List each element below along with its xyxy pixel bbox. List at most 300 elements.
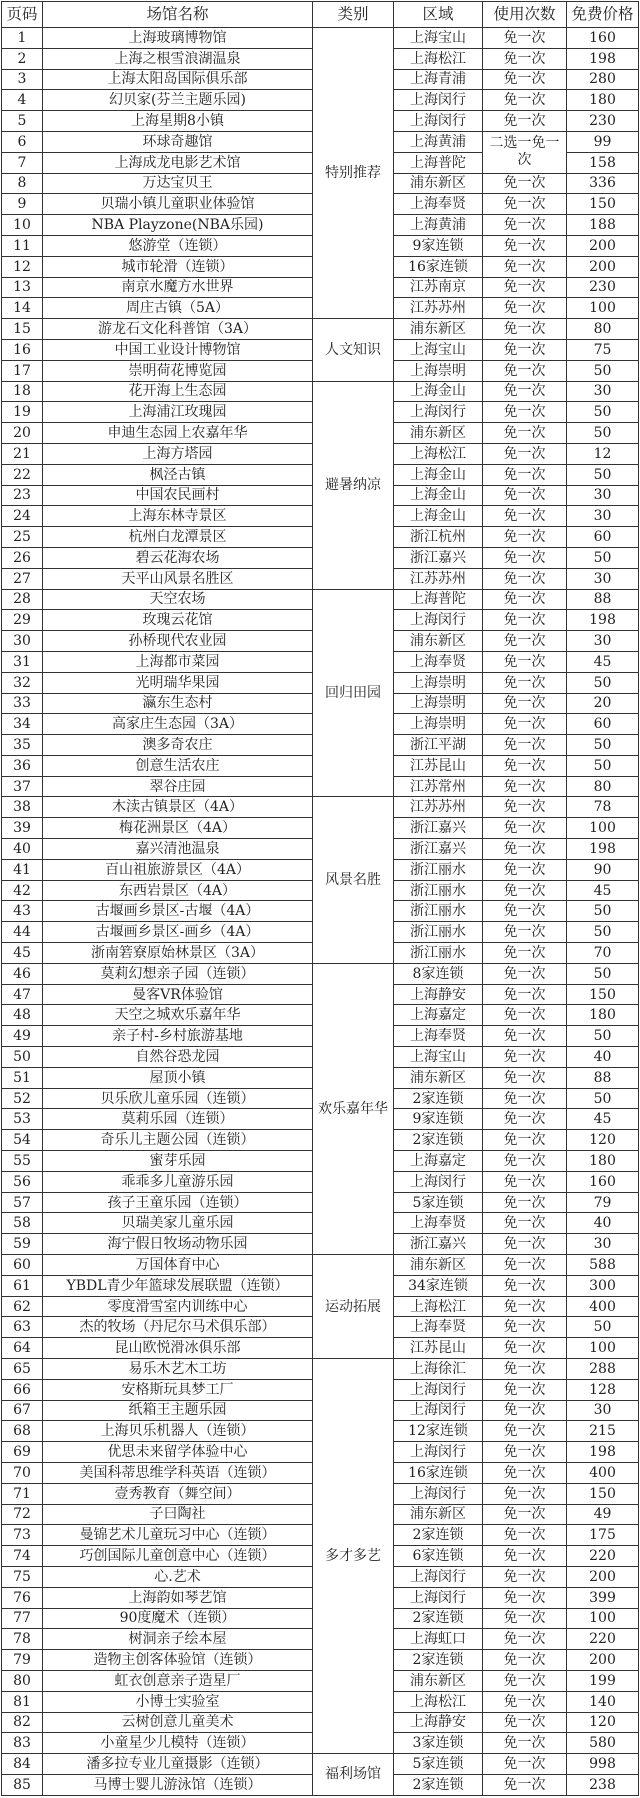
usage-cell: 免一次 — [483, 1629, 567, 1650]
region-cell: 9家连锁 — [394, 1109, 483, 1130]
table-row — [2, 1754, 639, 1775]
region-cell: 8家连锁 — [394, 963, 483, 984]
price-cell: 400 — [567, 1296, 639, 1317]
region-cell: 上海金山 — [394, 506, 483, 527]
usage-cell: 免一次 — [483, 90, 567, 111]
price-cell: 150 — [567, 984, 639, 1005]
price-cell: 78 — [567, 797, 639, 818]
usage-cell: 免一次 — [483, 111, 567, 132]
venue-name-cell: 贝瑞小镇儿童职业体验馆 — [43, 194, 313, 215]
usage-cell: 免一次 — [483, 1774, 567, 1795]
usage-cell: 免一次 — [483, 735, 567, 756]
page-number-cell: 40 — [2, 839, 43, 860]
price-cell: 300 — [567, 1275, 639, 1296]
page-number-cell: 39 — [2, 818, 43, 839]
usage-cell: 免一次 — [483, 984, 567, 1005]
page-number-cell: 58 — [2, 1213, 43, 1234]
venue-name-cell: 碧云花海农场 — [43, 547, 313, 568]
price-cell: 200 — [567, 1650, 639, 1671]
table-row — [2, 1255, 639, 1276]
venue-name-cell: 万国体育中心 — [43, 1255, 313, 1276]
price-cell: 50 — [567, 464, 639, 485]
price-cell: 50 — [567, 402, 639, 423]
venue-name-cell: 幻贝家(芬兰主题乐园) — [43, 90, 313, 111]
price-cell: 50 — [567, 755, 639, 776]
venue-name-cell: 小博士实验室 — [43, 1691, 313, 1712]
page-number-cell: 60 — [2, 1255, 43, 1276]
price-cell: 238 — [567, 1774, 639, 1795]
region-cell: 5家连锁 — [394, 1754, 483, 1775]
venue-name-cell: 申迪生态园上农嘉年华 — [43, 423, 313, 444]
venue-name-cell: 莫莉乐园（连锁） — [43, 1109, 313, 1130]
usage-cell: 免一次 — [483, 443, 567, 464]
venue-name-cell: 优思未来留学体验中心 — [43, 1442, 313, 1463]
venue-name-cell: 上海成龙电影艺术馆 — [43, 152, 313, 173]
usage-cell: 免一次 — [483, 859, 567, 880]
region-cell: 上海青浦 — [394, 69, 483, 90]
usage-cell: 免一次 — [483, 1234, 567, 1255]
usage-cell: 免一次 — [483, 1088, 567, 1109]
page-number-cell: 47 — [2, 984, 43, 1005]
region-cell: 上海奉贤 — [394, 194, 483, 215]
region-cell: 浙江嘉兴 — [394, 818, 483, 839]
page-number-cell: 71 — [2, 1483, 43, 1504]
region-cell: 浦东新区 — [394, 423, 483, 444]
price-cell: 400 — [567, 1462, 639, 1483]
price-cell: 120 — [567, 1130, 639, 1151]
usage-cell: 免一次 — [483, 610, 567, 631]
region-cell: 34家连锁 — [394, 1275, 483, 1296]
region-cell: 江苏南京 — [394, 277, 483, 298]
price-cell: 198 — [567, 610, 639, 631]
usage-cell: 免一次 — [483, 1296, 567, 1317]
usage-cell: 免一次 — [483, 755, 567, 776]
venue-name-cell: 昆山欧悦滑冰俱乐部 — [43, 1338, 313, 1359]
region-cell: 上海静安 — [394, 1712, 483, 1733]
usage-cell: 二选一免一次 — [483, 131, 567, 173]
page-number-cell: 66 — [2, 1379, 43, 1400]
venue-name-cell: 上海韵如琴艺馆 — [43, 1587, 313, 1608]
region-cell: 江苏昆山 — [394, 755, 483, 776]
price-cell: 88 — [567, 589, 639, 610]
table-row — [2, 589, 639, 610]
price-cell: 75 — [567, 339, 639, 360]
usage-cell: 免一次 — [483, 1754, 567, 1775]
price-cell: 80 — [567, 319, 639, 340]
category-cell: 运动拓展 — [313, 1255, 394, 1359]
page-number-cell: 82 — [2, 1712, 43, 1733]
usage-cell: 免一次 — [483, 1047, 567, 1068]
price-cell: 40 — [567, 1213, 639, 1234]
usage-cell: 免一次 — [483, 1109, 567, 1130]
venue-name-cell: 亲子村-乡村旅游基地 — [43, 1026, 313, 1047]
page-number-cell: 29 — [2, 610, 43, 631]
venue-name-cell: 上海之根雪浪湖温泉 — [43, 48, 313, 69]
usage-cell: 免一次 — [483, 319, 567, 340]
price-cell: 280 — [567, 69, 639, 90]
price-cell: 180 — [567, 1005, 639, 1026]
price-cell: 100 — [567, 298, 639, 319]
header-page: 页码 — [2, 2, 43, 28]
region-cell: 上海宝山 — [394, 1047, 483, 1068]
usage-cell: 免一次 — [483, 235, 567, 256]
price-cell: 100 — [567, 818, 639, 839]
category-cell: 避暑纳凉 — [313, 381, 394, 589]
price-cell: 588 — [567, 1255, 639, 1276]
region-cell: 上海奉贤 — [394, 1213, 483, 1234]
price-cell: 175 — [567, 1525, 639, 1546]
region-cell: 浦东新区 — [394, 1255, 483, 1276]
venue-name-cell: 曼锦艺术儿童玩习中心（连锁） — [43, 1525, 313, 1546]
page-number-cell: 11 — [2, 235, 43, 256]
region-cell: 浙江丽水 — [394, 859, 483, 880]
page-number-cell: 34 — [2, 714, 43, 735]
page-number-cell: 32 — [2, 672, 43, 693]
usage-cell: 免一次 — [483, 1379, 567, 1400]
page-number-cell: 79 — [2, 1650, 43, 1671]
page-number-cell: 22 — [2, 464, 43, 485]
page-number-cell: 18 — [2, 381, 43, 402]
region-cell: 上海普陀 — [394, 152, 483, 173]
price-cell: 88 — [567, 1067, 639, 1088]
page-number-cell: 59 — [2, 1234, 43, 1255]
region-cell: 9家连锁 — [394, 235, 483, 256]
region-cell: 浙江嘉兴 — [394, 1234, 483, 1255]
usage-cell: 免一次 — [483, 547, 567, 568]
region-cell: 2家连锁 — [394, 1130, 483, 1151]
usage-cell: 免一次 — [483, 69, 567, 90]
usage-cell: 免一次 — [483, 173, 567, 194]
region-cell: 5家连锁 — [394, 1192, 483, 1213]
region-cell: 浙江嘉兴 — [394, 839, 483, 860]
price-cell: 79 — [567, 1192, 639, 1213]
region-cell: 浙江丽水 — [394, 943, 483, 964]
venue-name-cell: 曼客VR体验馆 — [43, 984, 313, 1005]
region-cell: 浦东新区 — [394, 173, 483, 194]
venue-name-cell: 高家庄生态园（3A） — [43, 714, 313, 735]
page-number-cell: 25 — [2, 527, 43, 548]
region-cell: 浦东新区 — [394, 1067, 483, 1088]
price-cell: 45 — [567, 1109, 639, 1130]
usage-cell: 免一次 — [483, 589, 567, 610]
price-cell: 198 — [567, 839, 639, 860]
page-number-cell: 44 — [2, 922, 43, 943]
venue-name-cell: 梅花洲景区（4A） — [43, 818, 313, 839]
region-cell: 浦东新区 — [394, 1670, 483, 1691]
venue-name-cell: 花开海上生态园 — [43, 381, 313, 402]
price-cell: 288 — [567, 1359, 639, 1380]
region-cell: 江苏苏州 — [394, 568, 483, 589]
usage-cell: 免一次 — [483, 464, 567, 485]
region-cell: 上海金山 — [394, 381, 483, 402]
price-cell: 160 — [567, 1171, 639, 1192]
category-cell: 特别推荐 — [313, 28, 394, 319]
page-number-cell: 26 — [2, 547, 43, 568]
price-cell: 60 — [567, 714, 639, 735]
region-cell: 2家连锁 — [394, 1774, 483, 1795]
venue-name-cell: 云树创意儿童美术 — [43, 1712, 313, 1733]
price-cell: 198 — [567, 48, 639, 69]
venue-name-cell: 屋顶小镇 — [43, 1067, 313, 1088]
venue-name-cell: 悠游堂（连锁） — [43, 235, 313, 256]
page-number-cell: 8 — [2, 173, 43, 194]
venue-name-cell: 上海玻璃博物馆 — [43, 28, 313, 49]
region-cell: 浙江丽水 — [394, 880, 483, 901]
price-cell: 140 — [567, 1691, 639, 1712]
page-number-cell: 85 — [2, 1774, 43, 1795]
page-number-cell: 50 — [2, 1047, 43, 1068]
region-cell: 上海闵行 — [394, 1379, 483, 1400]
region-cell: 浙江平湖 — [394, 735, 483, 756]
header-row — [2, 2, 639, 28]
usage-cell: 免一次 — [483, 1317, 567, 1338]
price-cell: 998 — [567, 1754, 639, 1775]
page-number-cell: 41 — [2, 859, 43, 880]
price-cell: 30 — [567, 568, 639, 589]
venue-name-cell: YBDL青少年篮球发展联盟（连锁） — [43, 1275, 313, 1296]
page-number-cell: 65 — [2, 1359, 43, 1380]
usage-cell: 免一次 — [483, 963, 567, 984]
usage-cell: 免一次 — [483, 714, 567, 735]
usage-cell: 免一次 — [483, 693, 567, 714]
region-cell: 上海崇明 — [394, 693, 483, 714]
price-cell: 230 — [567, 277, 639, 298]
region-cell: 上海松江 — [394, 48, 483, 69]
venue-name-cell: 孙桥现代农业园 — [43, 631, 313, 652]
price-cell: 100 — [567, 1608, 639, 1629]
venue-name-cell: 杭州白龙潭景区 — [43, 527, 313, 548]
header-name: 场馆名称 — [43, 2, 313, 28]
page-number-cell: 77 — [2, 1608, 43, 1629]
header-region: 区域 — [394, 2, 483, 28]
venue-name-cell: 澳多奇农庄 — [43, 735, 313, 756]
region-cell: 2家连锁 — [394, 1088, 483, 1109]
page-number-cell: 64 — [2, 1338, 43, 1359]
venue-name-cell: 万达宝贝王 — [43, 173, 313, 194]
venue-name-cell: 马博士婴儿游泳馆（连锁） — [43, 1774, 313, 1795]
venue-name-cell: 中国农民画村 — [43, 485, 313, 506]
category-cell: 福利场馆 — [313, 1754, 394, 1796]
page-number-cell: 72 — [2, 1504, 43, 1525]
venue-name-cell: 莫莉幻想亲子园（连锁） — [43, 963, 313, 984]
price-cell: 220 — [567, 1629, 639, 1650]
venue-name-cell: 安格斯玩具梦工厂 — [43, 1379, 313, 1400]
usage-cell: 免一次 — [483, 797, 567, 818]
category-cell: 回归田园 — [313, 589, 394, 797]
venue-name-cell: 光明瑞华果园 — [43, 672, 313, 693]
venue-name-cell: 游龙石文化科普馆（3A） — [43, 319, 313, 340]
region-cell: 上海闵行 — [394, 402, 483, 423]
region-cell: 上海奉贤 — [394, 651, 483, 672]
price-cell: 336 — [567, 173, 639, 194]
usage-cell: 免一次 — [483, 194, 567, 215]
venue-name-cell: 枫泾古镇 — [43, 464, 313, 485]
region-cell: 上海徐汇 — [394, 1359, 483, 1380]
price-cell: 158 — [567, 152, 639, 173]
region-cell: 上海闵行 — [394, 90, 483, 111]
page-number-cell: 55 — [2, 1151, 43, 1172]
region-cell: 上海闵行 — [394, 1400, 483, 1421]
price-cell: 99 — [567, 131, 639, 152]
region-cell: 浙江嘉兴 — [394, 547, 483, 568]
region-cell: 上海闵行 — [394, 1442, 483, 1463]
usage-cell: 免一次 — [483, 1359, 567, 1380]
venue-name-cell: 上海浦江玫瑰园 — [43, 402, 313, 423]
usage-cell: 免一次 — [483, 360, 567, 381]
usage-cell: 免一次 — [483, 1275, 567, 1296]
venue-name-cell: 中国工业设计博物馆 — [43, 339, 313, 360]
region-cell: 浦东新区 — [394, 631, 483, 652]
venue-name-cell: 周庄古镇（5A） — [43, 298, 313, 319]
venue-name-cell: 易乐木艺木工坊 — [43, 1359, 313, 1380]
region-cell: 上海崇明 — [394, 714, 483, 735]
header-price: 免费价格 — [567, 2, 639, 28]
usage-cell: 免一次 — [483, 215, 567, 236]
page-number-cell: 81 — [2, 1691, 43, 1712]
usage-cell: 免一次 — [483, 48, 567, 69]
usage-cell: 免一次 — [483, 1483, 567, 1504]
region-cell: 浙江丽水 — [394, 922, 483, 943]
venue-name-cell: 天平山风景名胜区 — [43, 568, 313, 589]
price-cell: 198 — [567, 1442, 639, 1463]
usage-cell: 免一次 — [483, 943, 567, 964]
price-cell: 120 — [567, 1712, 639, 1733]
page-number-cell: 83 — [2, 1733, 43, 1754]
venue-table — [1, 1, 639, 1796]
usage-cell: 免一次 — [483, 1670, 567, 1691]
page-number-cell: 14 — [2, 298, 43, 319]
venue-name-cell: 壹秀教育（舞空间） — [43, 1483, 313, 1504]
table-row — [2, 381, 639, 402]
page-number-cell: 10 — [2, 215, 43, 236]
usage-cell: 免一次 — [483, 1712, 567, 1733]
usage-cell: 免一次 — [483, 1608, 567, 1629]
venue-name-cell: 上海都市菜园 — [43, 651, 313, 672]
price-cell: 215 — [567, 1421, 639, 1442]
page-number-cell: 36 — [2, 755, 43, 776]
price-cell: 20 — [567, 693, 639, 714]
price-cell: 200 — [567, 256, 639, 277]
page-number-cell: 68 — [2, 1421, 43, 1442]
venue-name-cell: 天空之城欢乐嘉年华 — [43, 1005, 313, 1026]
page-number-cell: 46 — [2, 963, 43, 984]
page-number-cell: 78 — [2, 1629, 43, 1650]
price-cell: 12 — [567, 443, 639, 464]
page-number-cell: 73 — [2, 1525, 43, 1546]
usage-cell: 免一次 — [483, 298, 567, 319]
price-cell: 50 — [567, 901, 639, 922]
usage-cell: 免一次 — [483, 402, 567, 423]
usage-cell: 免一次 — [483, 256, 567, 277]
price-cell: 50 — [567, 672, 639, 693]
venue-name-cell: 蜜芽乐园 — [43, 1151, 313, 1172]
venue-name-cell: NBA Playzone(NBA乐园) — [43, 215, 313, 236]
page-number-cell: 1 — [2, 28, 43, 49]
page-number-cell: 24 — [2, 506, 43, 527]
venue-name-cell: 上海方塔园 — [43, 443, 313, 464]
usage-cell: 免一次 — [483, 1587, 567, 1608]
venue-name-cell: 上海东林寺景区 — [43, 506, 313, 527]
region-cell: 上海宝山 — [394, 28, 483, 49]
price-cell: 230 — [567, 111, 639, 132]
price-cell: 200 — [567, 235, 639, 256]
page-number-cell: 52 — [2, 1088, 43, 1109]
page-number-cell: 13 — [2, 277, 43, 298]
region-cell: 浙江杭州 — [394, 527, 483, 548]
page-number-cell: 49 — [2, 1026, 43, 1047]
usage-cell: 免一次 — [483, 1504, 567, 1525]
region-cell: 上海黄浦 — [394, 131, 483, 152]
category-cell: 人文知识 — [313, 319, 394, 381]
region-cell: 2家连锁 — [394, 1650, 483, 1671]
price-cell: 80 — [567, 776, 639, 797]
usage-cell: 免一次 — [483, 1192, 567, 1213]
page-number-cell: 61 — [2, 1275, 43, 1296]
price-cell: 100 — [567, 1338, 639, 1359]
venue-name-cell: 造物主创客体验馆（连锁） — [43, 1650, 313, 1671]
usage-cell: 免一次 — [483, 818, 567, 839]
table-body — [2, 28, 639, 1796]
page-number-cell: 56 — [2, 1171, 43, 1192]
region-cell: 上海静安 — [394, 984, 483, 1005]
venue-name-cell: 创意生活农庄 — [43, 755, 313, 776]
page-number-cell: 45 — [2, 943, 43, 964]
region-cell: 上海虹口 — [394, 1629, 483, 1650]
venue-name-cell: 东西岩景区（4A） — [43, 880, 313, 901]
price-cell: 60 — [567, 527, 639, 548]
page-number-cell: 30 — [2, 631, 43, 652]
region-cell: 2家连锁 — [394, 1525, 483, 1546]
region-cell: 上海闵行 — [394, 1566, 483, 1587]
venue-name-cell: 木渎古镇景区（4A） — [43, 797, 313, 818]
page-number-cell: 35 — [2, 735, 43, 756]
usage-cell: 免一次 — [483, 880, 567, 901]
page-number-cell: 67 — [2, 1400, 43, 1421]
price-cell: 45 — [567, 651, 639, 672]
usage-cell: 免一次 — [483, 1462, 567, 1483]
price-cell: 50 — [567, 547, 639, 568]
region-cell: 江苏苏州 — [394, 797, 483, 818]
usage-cell: 免一次 — [483, 423, 567, 444]
venue-name-cell: 美国科蒂思维学科英语（连锁） — [43, 1462, 313, 1483]
page-number-cell: 6 — [2, 131, 43, 152]
page-number-cell: 69 — [2, 1442, 43, 1463]
page-number-cell: 3 — [2, 69, 43, 90]
venue-name-cell: 翠谷庄园 — [43, 776, 313, 797]
price-cell: 150 — [567, 1483, 639, 1504]
region-cell: 上海松江 — [394, 443, 483, 464]
page-number-cell: 7 — [2, 152, 43, 173]
venue-name-cell: 乖乖多儿童游乐园 — [43, 1171, 313, 1192]
venue-name-cell: 贝瑞美家儿童乐园 — [43, 1213, 313, 1234]
page-number-cell: 38 — [2, 797, 43, 818]
usage-cell: 免一次 — [483, 1442, 567, 1463]
venue-name-cell: 巧创国际儿童创意中心（连锁） — [43, 1546, 313, 1567]
region-cell: 上海金山 — [394, 464, 483, 485]
venue-name-cell: 城市轮滑（连锁） — [43, 256, 313, 277]
header-usage: 使用次数 — [483, 2, 567, 28]
region-cell: 江苏昆山 — [394, 1338, 483, 1359]
venue-name-cell: 杰的牧场（丹尼尔马术俱乐部） — [43, 1317, 313, 1338]
table-row — [2, 963, 639, 984]
region-cell: 16家连锁 — [394, 1462, 483, 1483]
region-cell: 上海黄浦 — [394, 215, 483, 236]
venue-name-cell: 海宁假日牧场动物乐园 — [43, 1234, 313, 1255]
region-cell: 上海奉贤 — [394, 1026, 483, 1047]
usage-cell: 免一次 — [483, 1525, 567, 1546]
venue-name-cell: 百山祖旅游景区（4A） — [43, 859, 313, 880]
price-cell: 40 — [567, 1047, 639, 1068]
